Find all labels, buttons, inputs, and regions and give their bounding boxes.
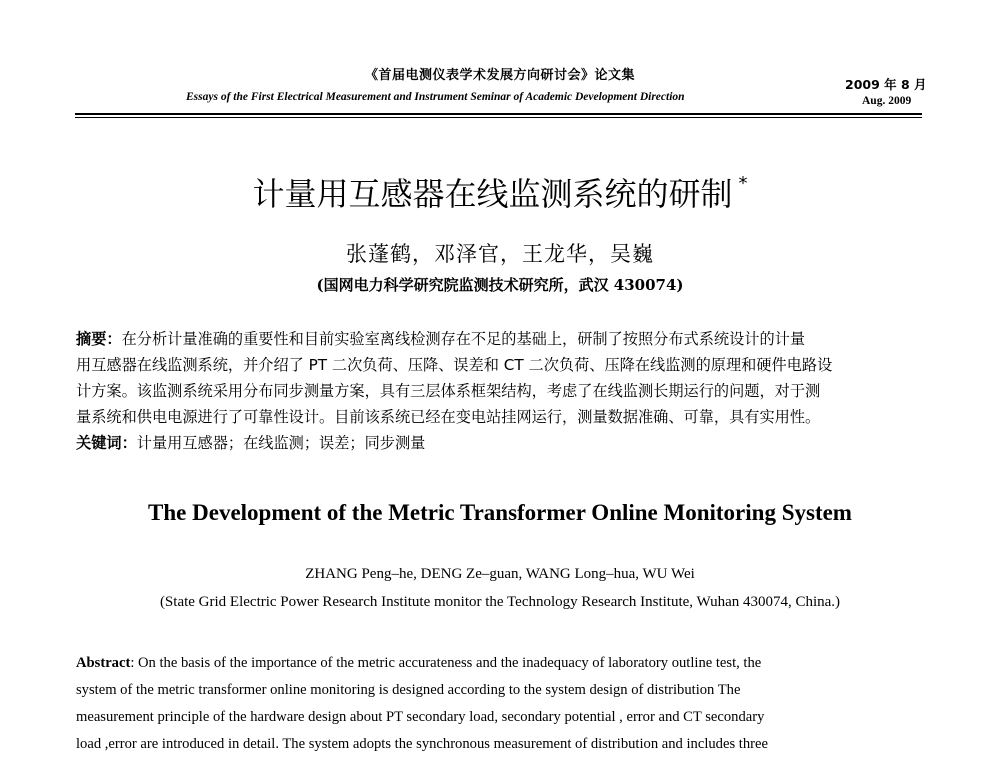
abstract-cn-line: 用互感器在线监测系统，并介绍了 PT 二次负荷、压降、误差和 CT 二次负荷、压降在线监测的原理和硬件电路设 bbox=[76, 356, 833, 374]
abstract-cn-text: 在分析计量准确的重要性和目前实验室离线检测存在不足的基础上，研制了按照分布式系统设计的计量 bbox=[121, 330, 805, 348]
authors-cn: 张蓬鹤，邓泽官，王龙华，吴巍 bbox=[346, 242, 654, 266]
paper-title-cn-text: 计量用互感器在线监测系统的研制 bbox=[252, 175, 733, 213]
abstract-cn-line: 计方案。该监测系统采用分布同步测量方案，具有三层体系框架结构，考虑了在线监测长期运行的问题，对于测 bbox=[76, 382, 821, 400]
abstract-en-line: system of the metric transformer online monitoring is designed according to the system design of distribution The bbox=[76, 682, 741, 698]
footnote-mark: * bbox=[738, 173, 748, 194]
header-rule-thin bbox=[75, 117, 922, 118]
paper-title-en: The Development of the Metric Transformer Online Monitoring System bbox=[148, 500, 852, 525]
abstract-en-line: measurement principle of the hardware design about PT secondary load, secondary potential , error and CT secondary bbox=[76, 709, 765, 725]
abstract-cn-line: 量系统和供电电源进行了可靠性设计。目前该系统已经在变电站挂网运行，测量数据准确、可靠，具有实用性。 bbox=[76, 408, 821, 426]
abstract-cn bbox=[76, 326, 924, 456]
abstract-en-line: load ,error are introduced in detail. The system adopts the synchronous measurement of distribution and includes three bbox=[76, 736, 768, 752]
journal-title-en: Essays of the First Electrical Measurement and Instrument Seminar of Academic Development Direction bbox=[186, 91, 685, 103]
keywords-cn-label: 关键词： bbox=[76, 434, 137, 452]
issue-date-en: Aug. 2009 bbox=[862, 95, 912, 107]
abstract-en bbox=[76, 650, 924, 758]
abstract-cn-line bbox=[76, 326, 924, 352]
abstract-en-line bbox=[76, 650, 924, 677]
affiliation-cn: (国网电力科学研究院监测技术研究所，武汉 430074) bbox=[316, 276, 684, 294]
abstract-en-label: Abstract bbox=[76, 655, 131, 671]
keywords-cn-line bbox=[76, 430, 924, 456]
issue-date-cn: 2009 年 8 月 bbox=[845, 77, 927, 92]
header-rule-thick bbox=[75, 113, 922, 115]
paper-title-cn bbox=[0, 164, 1000, 214]
keywords-cn-text: 计量用互感器；在线监测；误差；同步测量 bbox=[136, 434, 426, 452]
affiliation-en: (State Grid Electric Power Research Institute monitor the Technology Research Institute, Wuhan 430074, China.) bbox=[159, 594, 841, 610]
abstract-cn-label: 摘要： bbox=[76, 330, 122, 348]
authors-en: ZHANG Peng–he, DENG Ze–guan, WANG Long–hua, WU Wei bbox=[305, 566, 695, 582]
abstract-en-text: : On the basis of the importance of the metric accurateness and the inadequacy of laboratory outline test, the bbox=[130, 655, 762, 671]
journal-title-cn: 《首届电测仪表学术发展方向研讨会》论文集 bbox=[364, 68, 635, 83]
